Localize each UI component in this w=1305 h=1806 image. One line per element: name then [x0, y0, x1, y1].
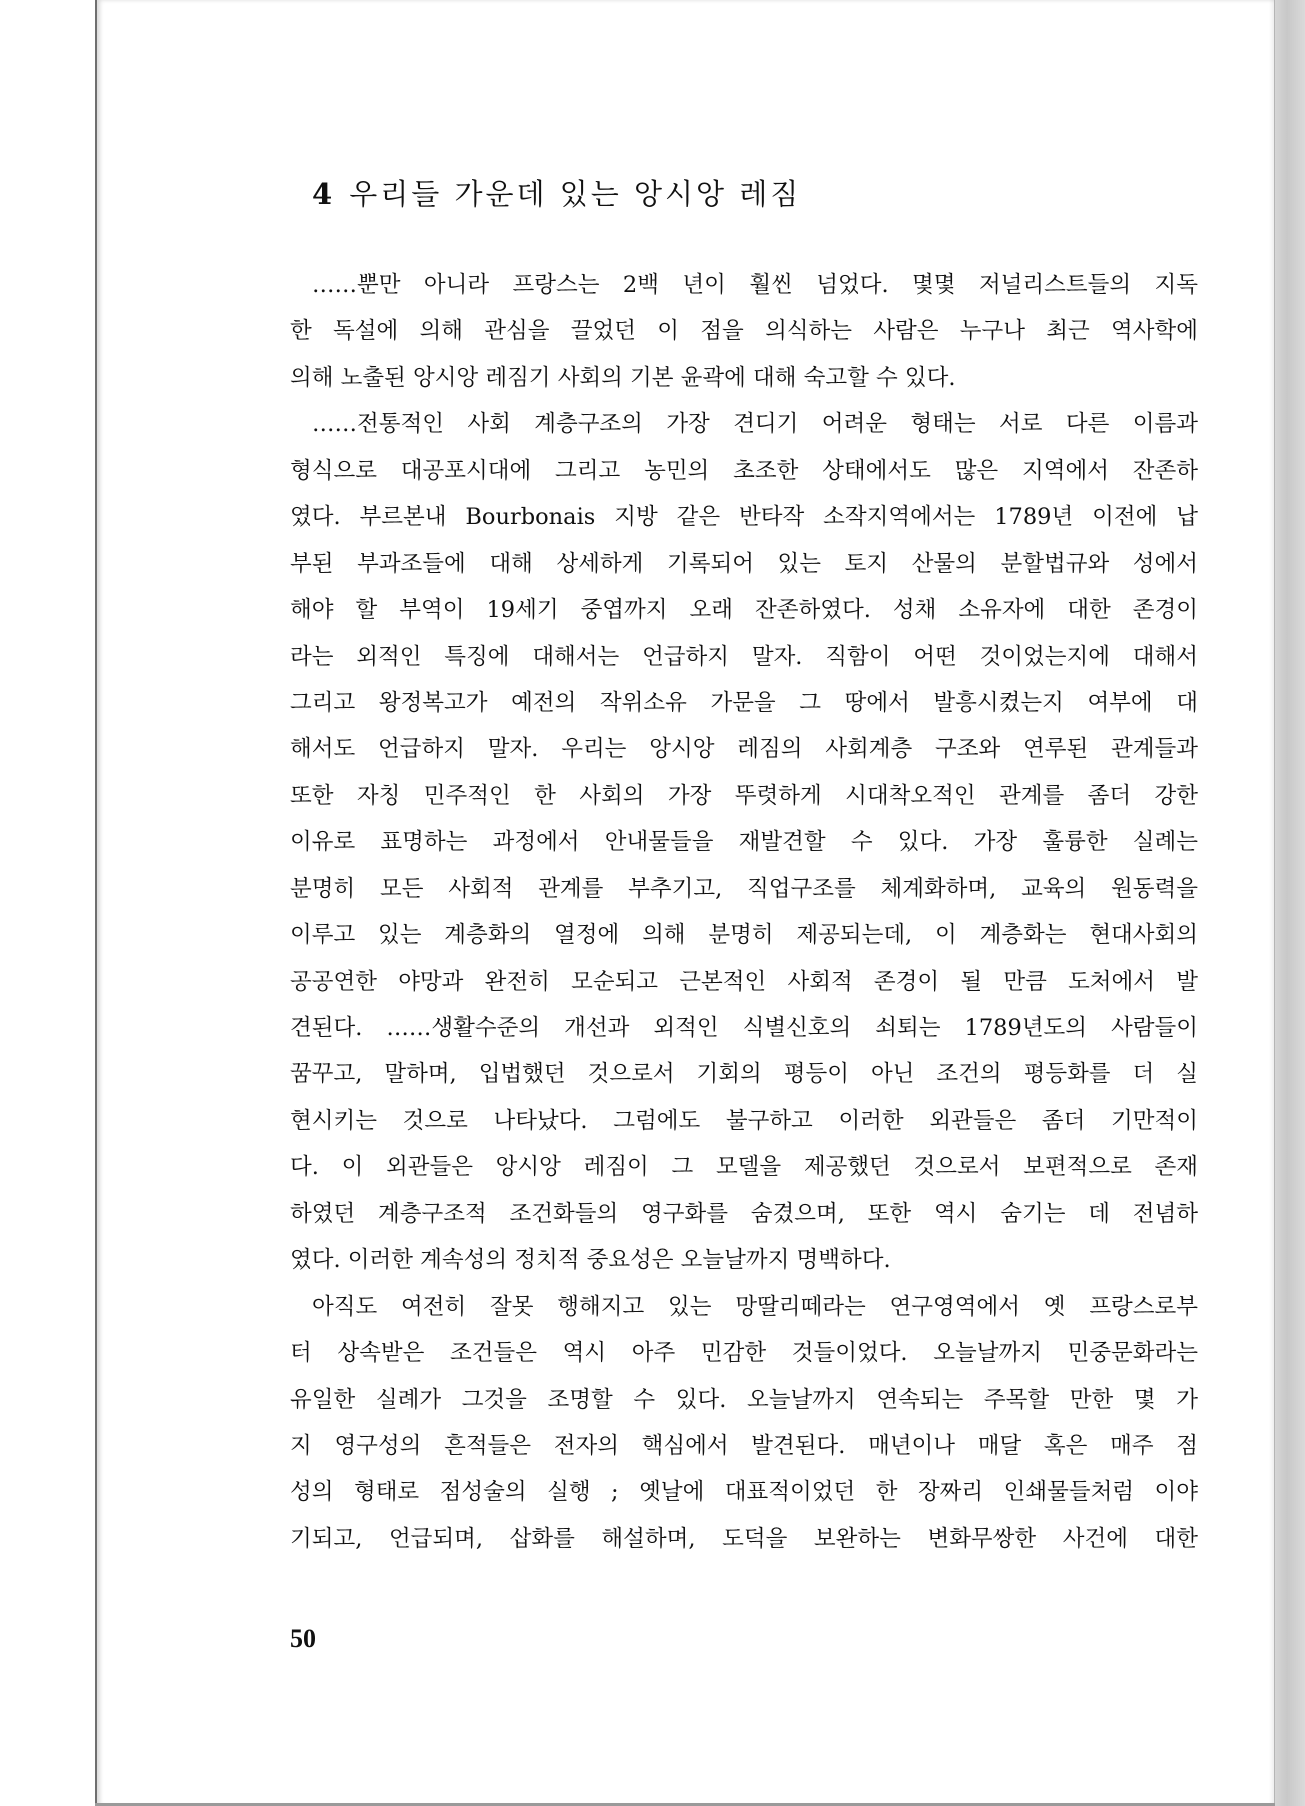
text-line: 이유로 표명하는 과정에서 안내물들을 재발견할 수 있다. 가장 훌륭한 실례는 [290, 829, 1198, 856]
text-line: 성의 형태로 점성술의 실행 ; 옛날에 대표적이었던 한 장짜리 인쇄물들처럼 이야 [290, 1479, 1198, 1506]
text-line: 꿈꾸고, 말하며, 입법했던 것으로서 기회의 평등이 아닌 조건의 평등화를 더 실 [290, 1061, 1198, 1088]
page-number: 50 [290, 1624, 316, 1653]
text-line: 기되고, 언급되며, 삽화를 해설하며, 도덕을 보완하는 변화무쌍한 사건에 대한 [290, 1525, 1198, 1552]
text-line: 다. 이 외관들은 앙시앙 레짐이 그 모델을 제공했던 것으로서 보편적으로 존재 [290, 1154, 1198, 1181]
text-line: 였다. 부르본내 Bourbonais 지방 같은 반타작 소작지역에서는 1789년 이전에 납 [290, 504, 1198, 531]
text-line: 그리고 왕정복고가 예전의 작위소유 가문을 그 땅에서 발흥시켰는지 여부에 대 [290, 689, 1198, 716]
adjacent-page-edge [1274, 0, 1305, 1806]
left-margin [0, 0, 95, 1806]
text-line: 지 영구성의 흔적들은 전자의 핵심에서 발견된다. 매년이나 매달 혹은 매주 점 [290, 1432, 1198, 1459]
chapter-title: 우리들 가운데 있는 앙시앙 레짐 [349, 177, 802, 211]
text-line: 이루고 있는 계층화의 열정에 의해 분명히 제공되는데, 이 계층화는 현대사회의 [290, 922, 1198, 949]
text-line: ……전통적인 사회 계층구조의 가장 견디기 어려운 형태는 서로 다른 이름과 [312, 411, 1198, 438]
text-line: 견된다. ……생활수준의 개선과 외적인 식별신호의 쇠퇴는 1789년도의 사람들이 [290, 1015, 1198, 1041]
text-line: 유일한 실례가 그것을 조명할 수 있다. 오늘날까지 연속되는 주목할 만한 몇 가 [290, 1386, 1198, 1413]
text-line: 현시키는 것으로 나타났다. 그럼에도 불구하고 이러한 외관들은 좀더 기만적이 [290, 1107, 1198, 1134]
text-line: 형식으로 대공포시대에 그리고 농민의 초조한 상태에서도 많은 지역에서 잔존하 [290, 457, 1198, 484]
text-line: 공공연한 야망과 완전히 모순되고 근본적인 사회적 존경이 될 만큼 도처에서 발 [290, 968, 1198, 995]
body-text [290, 262, 1198, 1562]
text-line: 터 상속받은 조건들은 역시 아주 민감한 것들이었다. 오늘날까지 민중문화라는 [290, 1340, 1198, 1367]
text-line: 부된 부과조들에 대해 상세하게 기록되어 있는 토지 산물의 분할법규와 성에서 [290, 550, 1198, 577]
text-line: 아직도 여전히 잘못 행해지고 있는 망딸리떼라는 연구영역에서 옛 프랑스로부 [312, 1293, 1198, 1320]
text-line: 하였던 계층구조적 조건화들의 영구화를 숨겼으며, 또한 역시 숨기는 데 전념하 [290, 1200, 1198, 1227]
text-line: 라는 외적인 특징에 대해서는 언급하지 말자. 직함이 어떤 것이었는지에 대해서 [290, 643, 1198, 670]
text-line: 해야 할 부역이 19세기 중엽까지 오래 잔존하였다. 성채 소유자에 대한 존경이 [290, 597, 1198, 624]
text-line: 해서도 언급하지 말자. 우리는 앙시앙 레짐의 사회계층 구조와 연루된 관계들과 [290, 736, 1198, 763]
text-line: ……뿐만 아니라 프랑스는 2백 년이 훨씬 넘었다. 몇몇 저널리스트들의 지독 [312, 272, 1198, 298]
text-line: 였다. 이러한 계속성의 정치적 중요성은 오늘날까지 명백하다. [290, 1247, 891, 1274]
chapter-heading [312, 172, 801, 213]
text-line: 또한 자칭 민주적인 한 사회의 가장 뚜렷하게 시대착오적인 관계를 좀더 강한 [290, 782, 1198, 809]
text-line: 분명히 모든 사회적 관계를 부추기고, 직업구조를 체계화하며, 교육의 원동력을 [290, 875, 1198, 902]
chapter-number: 4 [312, 177, 336, 211]
text-line: 한 독설에 의해 관심을 끌었던 이 점을 의식하는 사람은 누구나 최근 역사학에 [290, 318, 1198, 345]
text-line: 의해 노출된 앙시앙 레짐기 사회의 기본 윤곽에 대해 숙고할 수 있다. [290, 364, 956, 391]
